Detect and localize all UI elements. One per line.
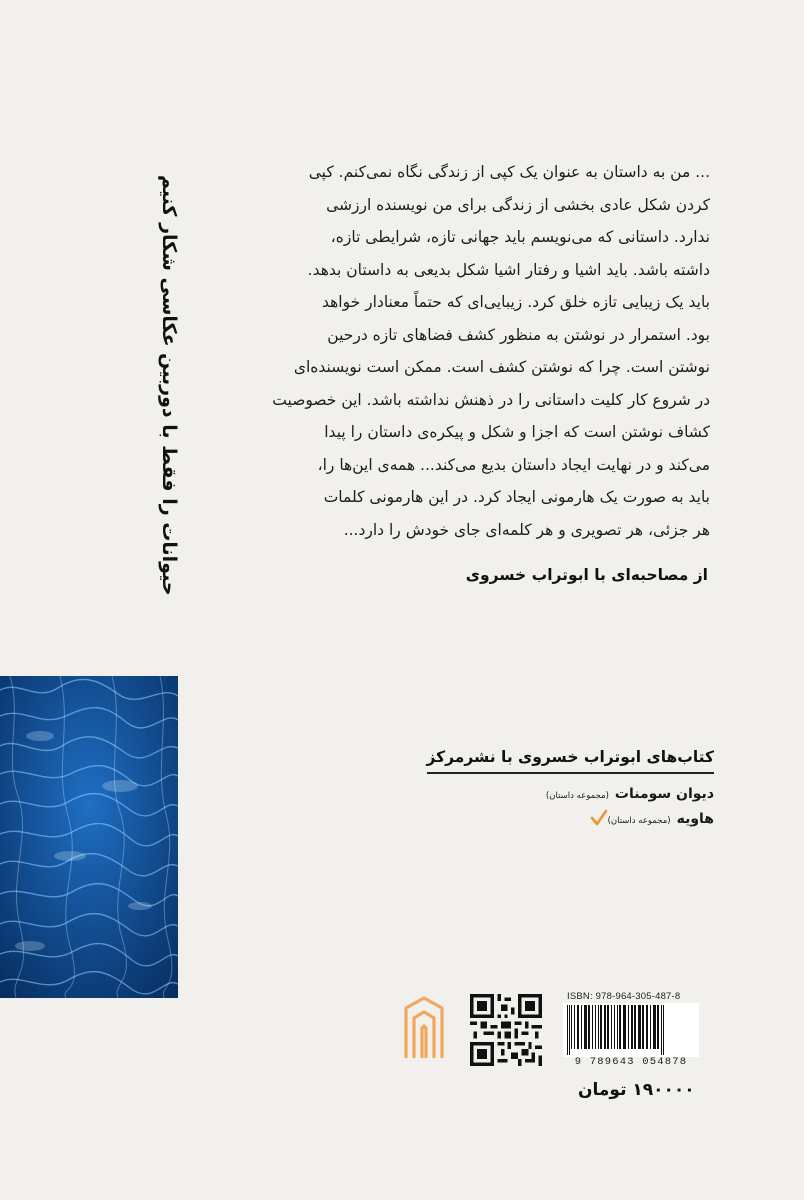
barcode-bar [600,1005,602,1049]
book-list-item [608,811,714,827]
barcode-bar [581,1005,582,1049]
barcode-bar [650,1005,651,1049]
barcode-bar [653,1005,656,1049]
quote-line: ... من به داستان به عنوان یک کپی از زندگی نگاه نمی‌کنم. کپی [308,163,710,181]
book-title: دیوان سومنات [614,786,714,802]
book-list-item [546,786,714,802]
quote-line: ندارد. داستانی که می‌نویسم باید جهانی تازه، شرایطی تازه، [330,228,710,246]
barcode-bar [611,1005,612,1049]
author-quote [262,156,710,546]
barcode-bar [588,1005,590,1049]
water-texture-image [0,676,178,998]
qr-code [470,994,542,1066]
checkmark-icon [590,809,608,827]
barcode-bar [595,1005,596,1049]
quote-line: کردن شکل عادی بخشی از زندگی برای من نویسنده ارزشی [326,195,710,214]
quote-line: در شروع کار کلیت داستانی را در ذهنش نداشته باشد. این خصوصیت [272,390,710,409]
price: ۱۹۰۰۰۰ تومان [578,1080,695,1100]
barcode-bar [607,1005,609,1049]
barcode-bar [646,1005,648,1049]
water-texture-graphic [0,676,178,998]
vertical-title: حیوانات را فقط با دوربین عکاسی شکار کنیم [158,174,180,596]
barcode-bar [577,1005,579,1049]
barcode-bar [628,1005,629,1049]
quote-line: کشاف نوشتن است که اجزا و شکل و پیکره‌ی داستان را پیدا [324,423,710,441]
barcode-digits: 9 789643 054878 [574,1056,688,1068]
barcode-bar [592,1005,593,1049]
book-genre: (مجموعه داستان) [607,816,671,826]
barcode-bar [614,1005,615,1049]
barcode-bar [661,1005,662,1055]
isbn-label: ISBN: 978-964-305-487-8 [567,991,681,1002]
barcode-bar [638,1005,641,1049]
quote-source: از مصاحبه‌ای با ابوتراب خسروی [465,566,708,584]
books-list-heading: کتاب‌های ابوتراب خسروی با نشرمرکز [427,748,715,774]
quote-line: داشته باشد. باید اشیا و رفتار اشیا شکل بدیعی به داستان بدهد. [307,260,710,279]
barcode-bar [604,1005,606,1049]
barcode-bar [642,1005,644,1049]
barcode-bar [598,1005,599,1049]
barcode-bar [619,1005,621,1049]
barcode-bar [663,1005,664,1055]
barcode-bar [567,1005,568,1055]
barcode-bar [631,1005,633,1049]
quote-line: باید به صورت یک هارمونی ایجاد کرد. در این هارمونی کلمات [323,488,710,506]
barcode [563,1003,699,1057]
barcode-bar [584,1005,587,1049]
book-genre: (مجموعه داستان) [545,791,609,801]
barcode-bar [623,1005,626,1049]
barcode-bar [634,1005,636,1049]
book-title: هاویه [676,811,714,827]
barcode-bar [574,1005,575,1049]
quote-line: باید یک زیبایی تازه خلق کرد. زیبایی‌ای که حتماً معنادار خواهد [322,293,710,311]
quote-line: هر جزئی، هر تصویری و هر کلمه‌ای جای خودش را دارد... [343,520,710,539]
barcode-bar [571,1005,572,1049]
quote-line: بود. استمرار در نوشتن به منظور کشف فضاهای تازه درحین [327,325,710,344]
barcode-bar [657,1005,659,1049]
publisher-logo [402,994,446,1060]
quote-line: می‌کند و در نهایت ایجاد داستان بدیع می‌کند... همه‌ی این‌ها را، [317,455,710,474]
quote-line: نوشتن است. چرا که نوشتن کشف است. ممکن است نویسنده‌ای [293,358,710,376]
barcode-bar [569,1005,570,1055]
barcode-bar [617,1005,618,1049]
